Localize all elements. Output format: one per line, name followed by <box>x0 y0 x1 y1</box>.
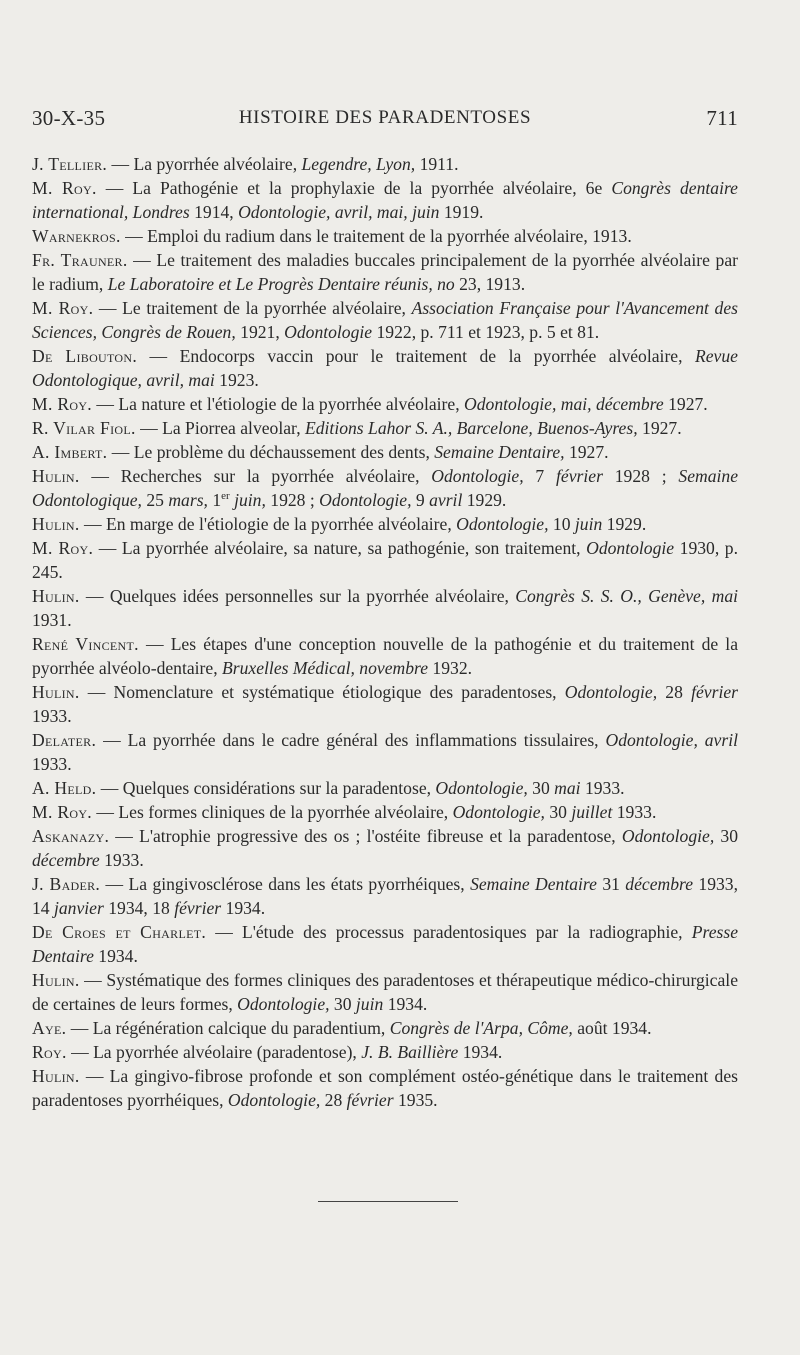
entry-author: Delater. <box>32 730 97 750</box>
entry-source: Le Laboratoire et Le Progrès Dentaire réunis, no <box>107 274 455 294</box>
bibliography-entry <box>32 536 738 584</box>
bibliography-entry <box>32 248 738 296</box>
entry-text: — Emploi du radium dans le traitement de la pyorrhée alvéolaire, 1913. <box>120 226 632 246</box>
entry-text: 1934. <box>458 1042 503 1062</box>
entry-text: — Systématique des formes cliniques des paradentoses et thérapeutique médico-chirurgicale de certaines de leurs formes, <box>32 970 738 1014</box>
entry-text: 23, 1913. <box>454 274 526 294</box>
entry-author: De Croes et Charlet. <box>32 922 207 942</box>
bibliography-list <box>32 152 738 1112</box>
bibliography-entry <box>32 440 738 464</box>
entry-text: — La pyorrhée alvéolaire (paradentose), <box>66 1042 362 1062</box>
entry-source: Semaine Dentaire, <box>434 442 565 462</box>
bibliography-entry <box>32 680 738 728</box>
bibliography-entry <box>32 176 738 224</box>
entry-text: — La Piorrea alveolar, <box>135 418 305 438</box>
entry-source: Association Française pour l'Avancement des Sciences, Congrès de Rouen, <box>32 298 738 342</box>
entry-text: — La pyorrhée alvéolaire, sa nature, sa pathogénie, son traitement, <box>93 538 587 558</box>
entry-author: M. Roy. <box>32 802 93 822</box>
entry-text: 30 <box>329 994 356 1014</box>
entry-source: Legendre, Lyon, <box>301 154 416 174</box>
bibliography-entry <box>32 800 738 824</box>
bibliography-entry <box>32 416 738 440</box>
entry-text: 10 <box>548 514 575 534</box>
bibliography-entry <box>32 1016 738 1040</box>
entry-source: Odontologie, mai, décembre <box>464 394 664 414</box>
entry-source: janvier <box>54 898 104 918</box>
entry-text: — La Pathogénie et la prophylaxie de la pyorrhée alvéolaire, 6e <box>96 178 612 198</box>
entry-text: 9 <box>411 490 430 510</box>
entry-text: 25 <box>141 490 169 510</box>
bibliography-entry <box>32 152 738 176</box>
entry-text: 30 <box>527 778 555 798</box>
entry-author: Hulin. <box>32 586 80 606</box>
bibliography-entry <box>32 872 738 920</box>
entry-source: mai <box>554 778 581 798</box>
entry-text: — Le traitement des maladies buccales principalement de la pyorrhée alvéolaire par le radium, <box>32 250 738 294</box>
entry-text: — La gingivosclérose dans les états pyorrhéiques, <box>100 874 471 894</box>
entry-text: 1929. <box>602 514 647 534</box>
entry-author: A. Held. <box>32 778 97 798</box>
entry-author: Hulin. <box>32 682 80 702</box>
entry-source: Odontologie, <box>237 994 330 1014</box>
entry-source: Odontologie, <box>319 490 412 510</box>
entry-source: février <box>346 1090 394 1110</box>
entry-text: 1933. <box>32 706 72 726</box>
entry-superscript: er <box>221 490 230 503</box>
entry-text: — La nature et l'étiologie de la pyorrhée alvéolaire, <box>92 394 465 414</box>
entry-text: — Quelques idées personnelles sur la pyorrhée alvéolaire, <box>79 586 516 606</box>
entry-author: M. Roy. <box>32 394 93 414</box>
entry-source: Semaine Odontologique, <box>32 466 739 510</box>
entry-text: 28 <box>657 682 692 702</box>
entry-source: mars, <box>168 490 208 510</box>
entry-source: Congrès S. S. O., Genève, mai <box>515 586 739 606</box>
entry-source: Odontologie, <box>435 778 528 798</box>
header-title: HISTOIRE DES PARADENTOSES <box>238 107 532 128</box>
entry-source: décembre <box>625 874 694 894</box>
entry-text: 1922, p. 711 et 1923, p. 5 et 81. <box>372 322 600 342</box>
entry-text: 1 <box>207 490 222 510</box>
entry-text: — L'étude des processus paradentosiques par la radiographie, <box>206 922 692 942</box>
header-date: 30-X-35 <box>32 106 106 130</box>
bibliography-entry <box>32 776 738 800</box>
running-header <box>32 106 738 136</box>
entry-text: — Le problème du déchaussement des dents, <box>107 442 435 462</box>
entry-text: 1933. <box>580 778 625 798</box>
entry-text: 1927. <box>637 418 682 438</box>
entry-source: Odontologie, <box>431 466 524 486</box>
entry-text: 1914, <box>189 202 239 222</box>
entry-text: — La gingivo-fibrose profonde et son complément ostéo-génétique dans le traitement des paradentoses pyorrhéiques, <box>32 1066 738 1110</box>
entry-source: Odontologie, <box>227 1090 321 1110</box>
bibliography-entry <box>32 824 738 872</box>
entry-author: Hulin. <box>32 1066 80 1086</box>
bibliography-entry <box>32 584 738 632</box>
entry-text: 1911. <box>415 154 459 174</box>
entry-author: Hulin. <box>32 514 80 534</box>
entry-source: J. B. Baillière <box>361 1042 459 1062</box>
entry-text: août 1934. <box>572 1018 652 1038</box>
entry-source: juin, <box>229 490 266 510</box>
entry-source: Presse Dentaire <box>32 922 739 966</box>
entry-author: Askanazy. <box>32 826 110 846</box>
entry-text: 31 <box>596 874 626 894</box>
entry-text: 1933. <box>99 850 144 870</box>
entry-text: 1923. <box>214 370 259 390</box>
entry-source: avril <box>429 490 463 510</box>
entry-text: 1934. <box>383 994 428 1014</box>
entry-text: 1921, <box>235 322 285 342</box>
entry-author: René Vincent. <box>32 634 139 654</box>
entry-author: Warnekros. <box>32 226 121 246</box>
end-rule <box>318 1201 458 1202</box>
entry-author: M. Roy. <box>32 298 94 318</box>
entry-text: 1928 ; <box>602 466 679 486</box>
entry-source: Odontologie, avril, mai, juin <box>238 202 440 222</box>
entry-source: Congrès dentaire international, Londres <box>32 178 738 222</box>
bibliography-entry <box>32 920 738 968</box>
entry-text: 1934. <box>221 898 266 918</box>
entry-text: — La régénération calcique du paradentium, <box>66 1018 390 1038</box>
bibliography-entry <box>32 1040 738 1064</box>
entry-text: — L'atrophie progressive des os ; l'ostéite fibreuse et la paradentose, <box>109 826 622 846</box>
entry-author: J. Bader. <box>32 874 101 894</box>
entry-text: — Endocorps vaccin pour le traitement de la pyorrhée alvéolaire, <box>137 346 695 366</box>
entry-source: décembre <box>32 850 100 870</box>
entry-author: M. Roy. <box>32 538 94 558</box>
entry-text: 30 <box>714 826 738 846</box>
entry-author: M. Roy. <box>32 178 97 198</box>
entry-text: — Recherches sur la pyorrhée alvéolaire, <box>79 466 432 486</box>
entry-source: Odontologie, avril <box>605 730 738 750</box>
entry-text: — Le traitement de la pyorrhée alvéolaire, <box>93 298 412 318</box>
entry-text: 1930, p. 245. <box>32 538 738 582</box>
entry-author: Hulin. <box>32 466 80 486</box>
entry-text: 1933. <box>612 802 657 822</box>
entry-author: A. Imbert. <box>32 442 108 462</box>
bibliography-entry <box>32 344 738 392</box>
entry-text: 7 <box>523 466 557 486</box>
entry-author: R. Vilar Fiol. <box>32 418 136 438</box>
entry-text: 1919. <box>439 202 484 222</box>
bibliography-entry <box>32 464 738 512</box>
entry-text: — La pyorrhée alvéolaire, <box>107 154 302 174</box>
bibliography-entry <box>32 968 738 1016</box>
entry-text: — Les formes cliniques de la pyorrhée alvéolaire, <box>92 802 453 822</box>
entry-text: — En marge de l'étiologie de la pyorrhée alvéolaire, <box>79 514 457 534</box>
entry-text: — Les étapes d'une conception nouvelle de la pathogénie et du traitement de la pyorrhée alvéolo-dentaire, <box>32 634 738 678</box>
entry-text: — Nomenclature et systématique étiologique des paradentoses, <box>79 682 565 702</box>
entry-text: 1927. <box>564 442 609 462</box>
entry-text: 1931. <box>32 610 72 630</box>
entry-source: Editions Lahor S. A., Barcelone, Buenos-Ayres, <box>305 418 638 438</box>
entry-source: février <box>174 898 222 918</box>
entry-source: Bruxelles Médical, novembre <box>222 658 429 678</box>
entry-source: Odontologie, <box>452 802 545 822</box>
entry-text: — La pyorrhée dans le cadre général des inflammations tissulaires, <box>96 730 606 750</box>
entry-source: juin <box>355 994 384 1014</box>
bibliography-entry <box>32 296 738 344</box>
entry-text: — Quelques considérations sur la paradentose, <box>96 778 436 798</box>
entry-text: 1929. <box>462 490 507 510</box>
entry-text: 1934. <box>93 946 138 966</box>
bibliography-entry <box>32 512 738 536</box>
entry-text: 1928 ; <box>265 490 320 510</box>
entry-source: Revue Odontologique, avril, mai <box>32 346 738 390</box>
entry-source: février <box>556 466 603 486</box>
entry-text: 1934, 18 <box>103 898 175 918</box>
entry-author: Fr. Trauner. <box>32 250 128 270</box>
bibliography-entry <box>32 392 738 416</box>
entry-author: J. Tellier. <box>32 154 108 174</box>
entry-text: 1933. <box>32 754 72 774</box>
entry-text: 28 <box>320 1090 347 1110</box>
entry-source: Congrès de l'Arpa, Côme, <box>389 1018 573 1038</box>
entry-text: 1927. <box>663 394 708 414</box>
entry-source: Semaine Dentaire <box>470 874 597 894</box>
entry-source: Odontologie <box>284 322 373 342</box>
entry-source: Odontologie, <box>564 682 658 702</box>
entry-source: Odontologie, <box>621 826 715 846</box>
bibliography-entry <box>32 632 738 680</box>
entry-source: Odontologie, <box>456 514 549 534</box>
entry-text: 1935. <box>393 1090 438 1110</box>
bibliography-entry <box>32 224 738 248</box>
entry-author: Hulin. <box>32 970 80 990</box>
entry-source: février <box>691 682 738 702</box>
entry-author: Aye. <box>32 1018 67 1038</box>
entry-source: juillet <box>571 802 613 822</box>
entry-text: 1933, 14 <box>32 874 738 918</box>
entry-author: De Libouton. <box>32 346 138 366</box>
entry-author: Roy. <box>32 1042 67 1062</box>
entry-source: Odontologie <box>586 538 675 558</box>
entry-text: 1932. <box>428 658 473 678</box>
bibliography-entry <box>32 728 738 776</box>
page-number: 711 <box>706 106 738 130</box>
bibliography-entry <box>32 1064 738 1112</box>
entry-source: juin <box>574 514 603 534</box>
entry-text: 30 <box>544 802 572 822</box>
